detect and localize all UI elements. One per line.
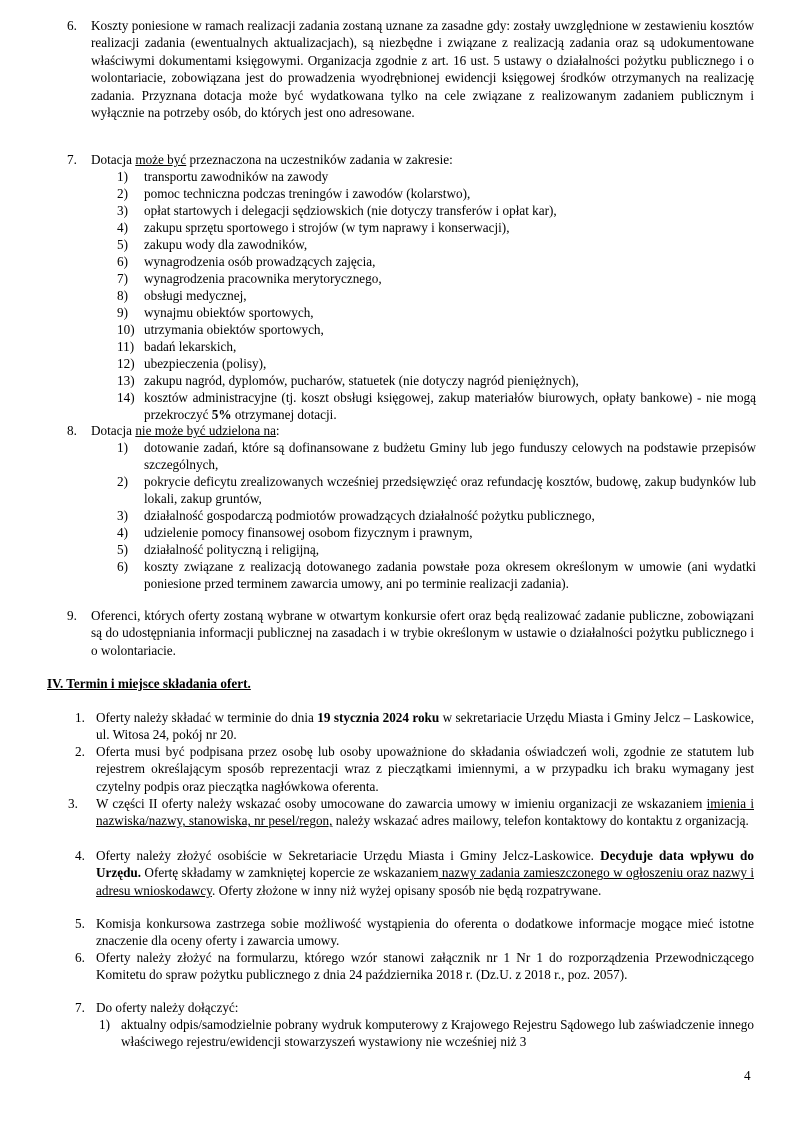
subitem-number: 4) xyxy=(117,525,128,540)
item-7-text: Dotacja może być przeznaczona na uczestników zadania w zakresie: xyxy=(91,152,453,167)
page-number: 4 xyxy=(744,1068,751,1083)
signature-text: Oferta musi być podpisana przez osobę lub osoby upoważnione do składania oświadczeń woli, zgodnie ze statutem lub rejestrem określającym sposób reprezentacji wraz z pieczątkami imiennymi, a w przypadku ich braku wymagany jest czytelny podpis oraz pieczątka nagłówkowa oferenta. xyxy=(96,744,754,794)
subitem-text: aktualny odpis/samodzielnie pobrany wydruk komputerowy z Krajowego Rejestru Sądowego lub zaświadczenie innego właściwego rejestru/ewidencji stowarzyszeń wystawiony nie wcześniej niż 3 xyxy=(121,1017,754,1050)
representatives-text: W części II oferty należy wskazać osoby umocowane do zawarcia umowy w imieniu organizacji ze wskazaniem imienia i nazwiska/nazwy, stanowiska, nr pesel/regon, należy wskazać adres mailowy, telefon kontaktowy do kontaktu z organizacją. xyxy=(96,796,754,829)
subitem-number: 2) xyxy=(117,474,128,489)
commission-text: Komisja konkursowa zastrzega sobie możliwość wystąpienia do oferenta o dodatkowe informacje mogące mieć istotne znaczenie dla oceny oferty i zawarcia umowy. xyxy=(96,916,754,949)
subitem-text: kosztów administracyjne (tj. koszt obsługi księgowej, zakup materiałów biurowych, opłaty bankowe) - nie mogą przekroczyć 5% otrzymanej dotacji. xyxy=(144,390,756,423)
subitem-text: pokrycie deficytu zrealizowanych wcześniej przedsięwzięć oraz refundację kosztów, budowę, zakup budynków lub lokali, zakup gruntów, xyxy=(144,474,756,507)
item-number: 5. xyxy=(75,916,85,931)
subitem-number: 9) xyxy=(117,305,128,320)
subitem-number: 6) xyxy=(117,559,128,574)
item-number: 2. xyxy=(75,744,85,759)
item-number: 6. xyxy=(75,950,85,965)
item-number: 9. xyxy=(67,608,77,623)
subitem-number: 8) xyxy=(117,288,128,303)
subitem-text: udzielenie pomocy finansowej osobom fizycznym i prawnym, xyxy=(144,525,473,540)
subitem-number: 4) xyxy=(117,220,128,235)
subitem-text: utrzymania obiektów sportowych, xyxy=(144,322,324,337)
item-number: 3. xyxy=(68,796,78,811)
subitem-number: 10) xyxy=(117,322,135,337)
subitem-text: działalność polityczną i religijną, xyxy=(144,542,320,557)
subitem-number: 5) xyxy=(117,542,128,557)
subitem-text: wynagrodzenia pracownika merytorycznego, xyxy=(144,271,382,286)
attachments-text: Do oferty należy dołączyć: xyxy=(96,1000,239,1015)
subitem-text: zakupu nagród, dyplomów, pucharów, statuetek (nie dotyczy nagród pieniężnych), xyxy=(144,373,579,388)
submission-text: Oferty należy złożyć osobiście w Sekretariacie Urzędu Miasta i Gminy Jelcz-Laskowice. Decyduje data wpływu do Urzędu. Ofertę składamy w zamkniętej kopercie ze wskazaniem nazwy zadania zamieszczonego w ogłoszeniu oraz nazwy i adresu wnioskodawcy. Oferty złożone w inny niż wyżej opisany sposób nie będą rozpatrywane. xyxy=(96,848,755,898)
subitem-number: 11) xyxy=(117,339,135,354)
subitem-number: 7) xyxy=(117,271,128,286)
item-number: 4. xyxy=(75,848,85,863)
subitem-number: 1) xyxy=(117,440,128,455)
subitem-number: 14) xyxy=(117,390,135,405)
deadline-text: Oferty należy składać w terminie do dnia 19 stycznia 2024 roku w sekretariacie Urzędu Miasta i Gminy Jelcz – Laskowice, ul. Witosa 24, pokój nr 20. xyxy=(96,710,755,743)
item-number: 1. xyxy=(75,710,85,725)
subitem-text: zakupu sprzętu sportowego i strojów (w tym naprawy i konserwacji), xyxy=(144,220,510,235)
subitem-text: zakupu wody dla zawodników, xyxy=(144,237,308,252)
subitem-number: 12) xyxy=(117,356,135,371)
subitem-number: 13) xyxy=(117,373,135,388)
subitem-number: 1) xyxy=(99,1017,110,1032)
subitem-number: 1) xyxy=(117,169,128,184)
item-8-text: Dotacja nie może być udzielona na: xyxy=(91,423,280,438)
subitem-text: dotowanie zadań, które są dofinansowane z budżetu Gminy lub jego funduszy celowych na podstawie przepisów szczególnych, xyxy=(144,440,756,473)
item-9-text: Oferenci, których oferty zostaną wybrane w otwartym konkursie ofert oraz będą realizować zadanie publiczne, zobowiązani są do udostępniania informacji publicznej na zasadach i w trybie określonym w ustawie o działalności pożytku publicznego i o wolontariacie. xyxy=(91,608,754,658)
item-6-text: Koszty poniesione w ramach realizacji zadania zostaną uznane za zasadne gdy: zostały uwzględnione w zestawieniu kosztów realizacji zadania (ewentualnych aktualizacjach), są niezbędne i związane z realizacją zadania oraz są udokumentowane właściwymi dokumentami księgowymi. Organizacja zgodnie z art. 16 ust. 5 ustawy o działalności pożytku publicznego i o wolontariacie, zobowiązana jest do prowadzenia wyodrębnionej ewidencji księgowej środków otrzymanych na realizację zadania. Przyznana dotacja może być wydatkowana tylko na cele związane z realizowanym zadaniem publicznym i wyłącznie na potrzeby osób, do których jest ono adresowane. xyxy=(91,18,754,121)
subitem-text: badań lekarskich, xyxy=(144,339,237,354)
subitem-text: pomoc techniczna podczas treningów i zawodów (kolarstwo), xyxy=(144,186,471,201)
form-text: Oferty należy złożyć na formularzu, którego wzór stanowi załącznik nr 1 Nr 1 do rozporządzenia Przewodniczącego Komitetu do spraw pożytku publicznego z dnia 24 października 2018 r. (Dz.U. z 2018 r., poz. 2057). xyxy=(96,950,754,983)
item-number: 8. xyxy=(67,423,77,438)
subitem-text: ubezpieczenia (polisy), xyxy=(144,356,267,371)
subitem-number: 2) xyxy=(117,186,128,201)
subitem-text: wynagrodzenia osób prowadzących zajęcia, xyxy=(144,254,376,269)
subitem-number: 5) xyxy=(117,237,128,252)
subitem-number: 6) xyxy=(117,254,128,269)
subitem-text: wynajmu obiektów sportowych, xyxy=(144,305,314,320)
subitem-number: 3) xyxy=(117,508,128,523)
subitem-text: transportu zawodników na zawody xyxy=(144,169,329,184)
item-number: 7. xyxy=(75,1000,85,1015)
subitem-number: 3) xyxy=(117,203,128,218)
subitem-text: opłat startowych i delegacji sędziowskich (nie dotyczy transferów i opłat kar), xyxy=(144,203,557,218)
section-heading: IV. Termin i miejsce składania ofert. xyxy=(47,676,251,691)
subitem-text: działalność gospodarczą podmiotów prowadzących działalność pożytku publicznego, xyxy=(144,508,595,523)
item-number: 7. xyxy=(67,152,77,167)
item-number: 6. xyxy=(67,18,77,33)
subitem-text: koszty związane z realizacją dotowanego zadania powstałe poza okresem określonym w umowie (ani wydatki poniesione przed terminem zawarcia umowy, ani po terminie realizacji zadania). xyxy=(144,559,756,592)
subitem-text: obsługi medycznej, xyxy=(144,288,247,303)
